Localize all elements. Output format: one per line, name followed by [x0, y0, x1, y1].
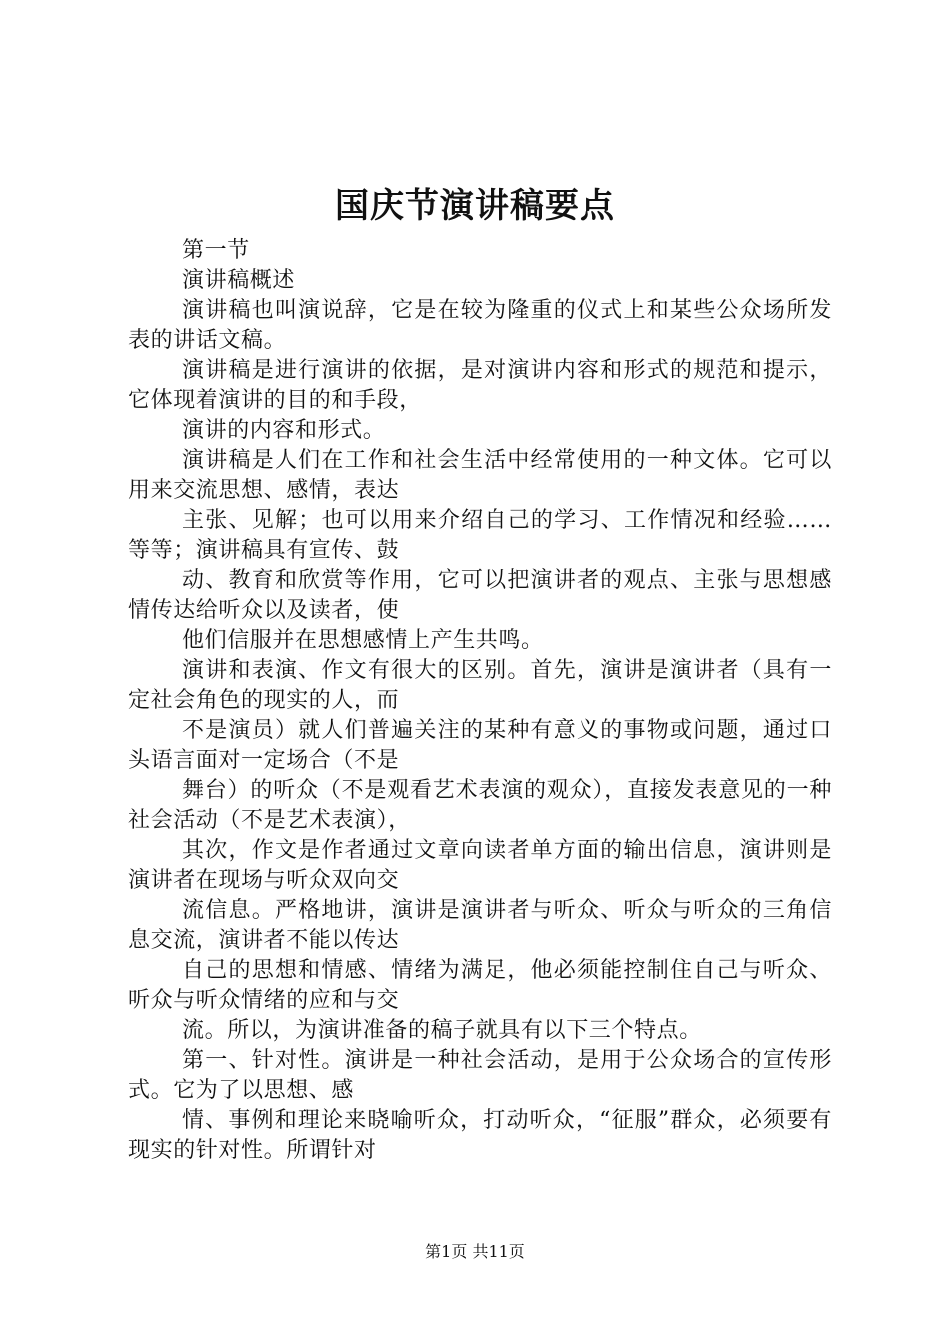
paragraph: 不是演员）就人们普遍关注的某种有意义的事物或问题，通过口头语言面对一定场合（不是 — [128, 718, 832, 773]
paragraph: 流信息。严格地讲，演讲是演讲者与听众、听众与听众的三角信息交流，演讲者不能以传达 — [128, 898, 832, 953]
paragraph: 情、事例和理论来晓喻听众，打动听众，“征服”群众，必须要有现实的针对性。所谓针对 — [128, 1108, 832, 1163]
paragraph: 第一节 — [182, 238, 250, 263]
paragraph: 演讲稿是人们在工作和社会生活中经常使用的一种文体。它可以用来交流思想、感情，表达 — [128, 448, 832, 503]
document-title: 国庆节演讲稿要点 — [335, 186, 615, 226]
paragraph: 他们信服并在思想感情上产生共鸣。 — [182, 628, 544, 653]
paragraph: 第一、针对性。演讲是一种社会活动，是用于公众场合的宣传形式。它为了以思想、感 — [128, 1048, 832, 1103]
document-body — [128, 236, 832, 1166]
paragraph: 流。所以，为演讲准备的稿子就具有以下三个特点。 — [182, 1018, 702, 1043]
paragraph: 舞台）的听众（不是观看艺术表演的观众），直接发表意见的一种社会活动（不是艺术表演）， — [128, 778, 832, 833]
paragraph: 其次，作文是作者通过文章向读者单方面的输出信息，演讲则是演讲者在现场与听众双向交 — [128, 838, 832, 893]
paragraph: 演讲稿是进行演讲的依据，是对演讲内容和形式的规范和提示，它体现着演讲的目的和手段， — [128, 358, 832, 413]
paragraph: 演讲稿也叫演说辞，它是在较为隆重的仪式上和某些公众场所发表的讲话文稿。 — [128, 298, 832, 353]
paragraph: 动、教育和欣赏等作用，它可以把演讲者的观点、主张与思想感情传达给听众以及读者，使 — [128, 568, 832, 623]
paragraph: 主张、见解；也可以用来介绍自己的学习、工作情况和经验……等等；演讲稿具有宣传、鼓 — [128, 508, 832, 563]
paragraph: 演讲和表演、作文有很大的区别。首先，演讲是演讲者（具有一定社会角色的现实的人，而 — [128, 658, 832, 713]
paragraph: 演讲稿概述 — [182, 268, 296, 293]
page-number-footer: 第1页 共11页 — [425, 1242, 525, 1261]
paragraph: 自己的思想和情感、情绪为满足，他必须能控制住自己与听众、听众与听众情绪的应和与交 — [128, 958, 832, 1013]
paragraph: 演讲的内容和形式。 — [182, 418, 386, 443]
